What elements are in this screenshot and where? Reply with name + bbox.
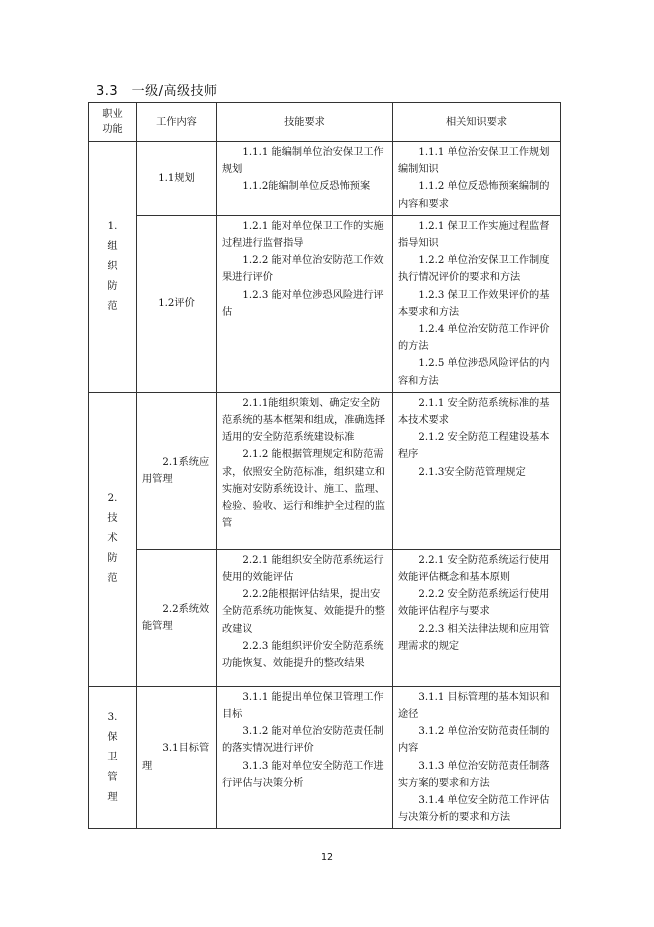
section-title: 3.3 一级/高级技师 [96,84,218,99]
function-cell: 2. 技 术 防 范 [89,392,137,686]
knowledge-item: 1.2.2 单位治安保卫工作制度执行情况评价的要求和方法 [398,255,550,284]
knowledge-cell [393,549,561,686]
knowledge-item: 2.1.3安全防范管理规定 [418,466,526,478]
function-cell: 1. 组 织 防 范 [89,142,137,393]
work-cell: 1.2评价 [137,215,217,392]
knowledge-item: 2.2.1 安全防范系统运行使用效能评估概念和基本原则 [398,554,550,584]
knowledge-item: 3.1.3 单位治安防范责任制落实方案的要求和方法 [398,760,550,789]
knowledge-item: 3.1.1 目标管理的基本知识和途径 [398,691,550,721]
skill-item: 1.2.2 能对单位治安防范工作效果进行评价 [222,255,384,284]
work-name: 2.1系统应用管理 [142,456,210,485]
knowledge-item: 1.2.3 保卫工作效果评价的基本要求和方法 [398,289,550,318]
skill-cell [217,215,393,392]
knowledge-cell [393,215,561,392]
table-row [89,215,561,392]
function-cell: 3. 保 卫 管 理 [89,686,137,829]
skill-item: 1.1.1 能编制单位治安保卫工作规划 [222,147,384,176]
table-row [89,686,561,829]
skill-cell [217,686,393,829]
skill-item: 3.1.2 能对单位治安防范责任制的落实情况进行评价 [222,726,384,755]
knowledge-cell [393,142,561,216]
work-cell [137,549,217,686]
work-name: 3.1目标管理 [142,743,210,772]
knowledge-item: 2.2.3 相关法律法规和应用管理需求的规定 [398,623,550,652]
table-row [89,549,561,686]
header-knowledge: 相关知识要求 [393,103,561,142]
skill-item: 1.1.2能编制单位反恐怖预案 [242,181,371,193]
skill-item: 3.1.1 能提出单位保卫管理工作目标 [222,691,384,721]
skill-item: 1.2.1 能对单位保卫工作的实施过程进行监督指导 [222,220,384,250]
knowledge-item: 2.1.2 安全防范工程建设基本程序 [398,432,550,461]
skill-item: 2.2.1 能组织安全防范系统运行使用的效能评估 [222,554,384,584]
work-cell: 1.1规划 [137,142,217,216]
header-function: 职业 功能 [89,103,137,142]
knowledge-item: 3.1.4 单位安全防范工作评估与决策分析的要求和方法 [398,795,550,824]
knowledge-item: 1.1.1 单位治安保卫工作规划编制知识 [398,147,550,176]
skill-cell [217,392,393,549]
knowledge-item: 1.2.5 单位涉恐风险评估的内容和方法 [398,358,550,387]
skill-item: 3.1.3 能对单位安全防范工作进行评估与决策分析 [222,760,384,789]
skill-item: 2.2.3 能组织评价安全防范系统功能恢复、效能提升的整改结果 [222,640,384,670]
skill-item: 1.2.3 能对单位涉恐风险进行评估 [222,289,384,318]
header-skill: 技能要求 [217,103,393,142]
knowledge-cell [393,392,561,549]
skill-item: 2.1.1能组织策划、确定安全防范系统的基本框架和组成，准确选择适用的安全防范系统建设标准 [222,397,385,444]
table-row [89,142,561,216]
knowledge-item: 1.2.1 保卫工作实施过程监督指导知识 [398,220,550,250]
knowledge-item: 1.2.4 单位治安防范工作评价的方法 [398,324,550,353]
work-cell [137,686,217,829]
knowledge-item: 3.1.2 单位治安防范责任制的内容 [398,726,550,755]
header-work: 工作内容 [137,103,217,142]
skills-table [88,102,561,829]
skill-cell [217,549,393,686]
page-number: 12 [320,852,334,863]
skill-item: 2.2.2能根据评估结果，提出安全防范系统功能恢复、效能提升的整改建议 [222,589,385,635]
table-row [89,392,561,549]
knowledge-item: 1.1.2 单位反恐怖预案编制的内容和要求 [398,181,550,210]
knowledge-item: 2.1.1 安全防范系统标准的基本技术要求 [398,397,550,427]
skill-item: 2.1.2 能根据管理规定和防范需求，依照安全防范标准，组织建立和实施对安防系统设计、施工、监理、检验、验收、运行和维护全过程的监管 [222,449,385,530]
knowledge-item: 2.2.2 安全防范系统运行使用效能评估程序与要求 [398,589,550,618]
skill-cell [217,142,393,216]
table-header-row [89,103,561,142]
knowledge-cell [393,686,561,829]
work-name: 2.2系统效能管理 [142,603,210,632]
work-cell [137,392,217,549]
